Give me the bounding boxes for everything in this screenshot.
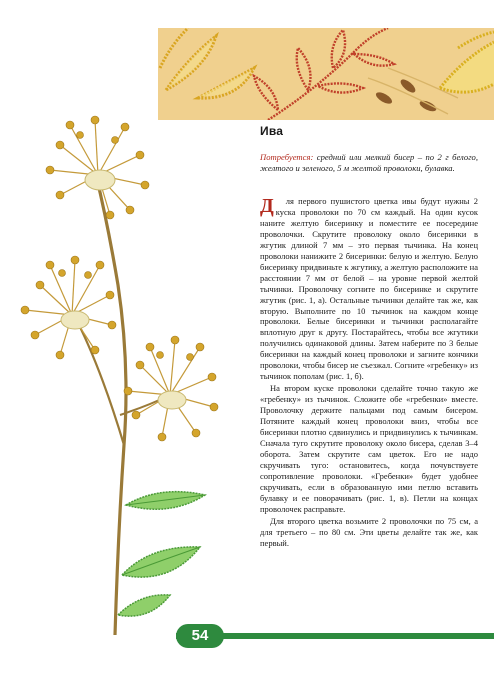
beaded-willow-illustration [0,115,250,645]
willow-flowers-image [0,115,250,645]
paragraph-2: На втором куске проволоки сделайте точно такую же «гребенку» из тычинок. Сложите обе «гребенки» вместе. Проволочку держите пальцами под самым бисером. Потяните каждый конец проволоки вниз, чтобы все бисеринки плотно сдвинулись и придвинулись к тычинкам. Сначала туго скрутите проволоку около бисера, сделав 3–4 оборота. Затем скрутите сам цветок. Его не надо скручивать туго: остановитесь, когда почувствуете сопротивление проволоки. «Гребенки» будет удобнее скручивать, если в образованную ими петлю вставить булавку и ее поворачивать (рис. 1, в). Петли на концах проволочек расправьте. [260,383,478,514]
materials-lead: Потребуется: [260,152,314,162]
green-leaves [118,492,205,616]
page-number: 54 [176,624,224,648]
article-column [260,120,478,630]
drop-cap: Д [260,195,274,217]
paragraph-1: Д ля первого пушистого цветка ивы будут нужны 2 куска проволоки по 70 см каждый. На один кусок наните желтую бисеринку и поместите ее посередине проволочки. Скрутите проволоку около бисеринки в жгутик длиной 7 мм – это первая тычинка. На конец проволоки нанижите 2 бисеринки: белую и желтую. Белую бисеринку придвиньте к жгутику, а желтую расположите на расстоянии 7 мм от белой – на уровне первой желтой тычинки. Проволочку согните по бисеринке и скрутите жгутик (рис. 1, а). Остальные тычинки делайте так же, как вторую. Выполните по 10 тычинок на каждом конце проволоки. Белые бисеринки и тычинки располагайте вплотную друг к другу. Постарайтесь, чтобы все жгутики получились одинаковой длины. Затем наберите по 3 белые бисеринки на каждый конец проволоки и загните кончики проволоки, чтобы бисер не съезжал. Согните «гребенку» из тычинок пополам (рис. 1, б). [260,196,478,382]
flower-top [46,116,149,219]
flower-lower [124,336,218,441]
page-footer [0,624,494,644]
beaded-leaves-banner [158,28,494,120]
materials-list [260,152,478,174]
leaves-illustration [158,28,494,120]
materials-text: средний или мелкий бисер – по 2 г белого, желтого и зеленого, 5 м желтой проволоки, булавка. [260,152,478,174]
article-title: Ива [260,124,284,138]
article-body [260,196,478,549]
paragraph-3: Для второго цветка возьмите 2 проволочки по 75 см, а для третьего – по 80 см. Эти цветы делайте так же, как первый. [260,515,478,548]
flower-middle [21,256,116,359]
